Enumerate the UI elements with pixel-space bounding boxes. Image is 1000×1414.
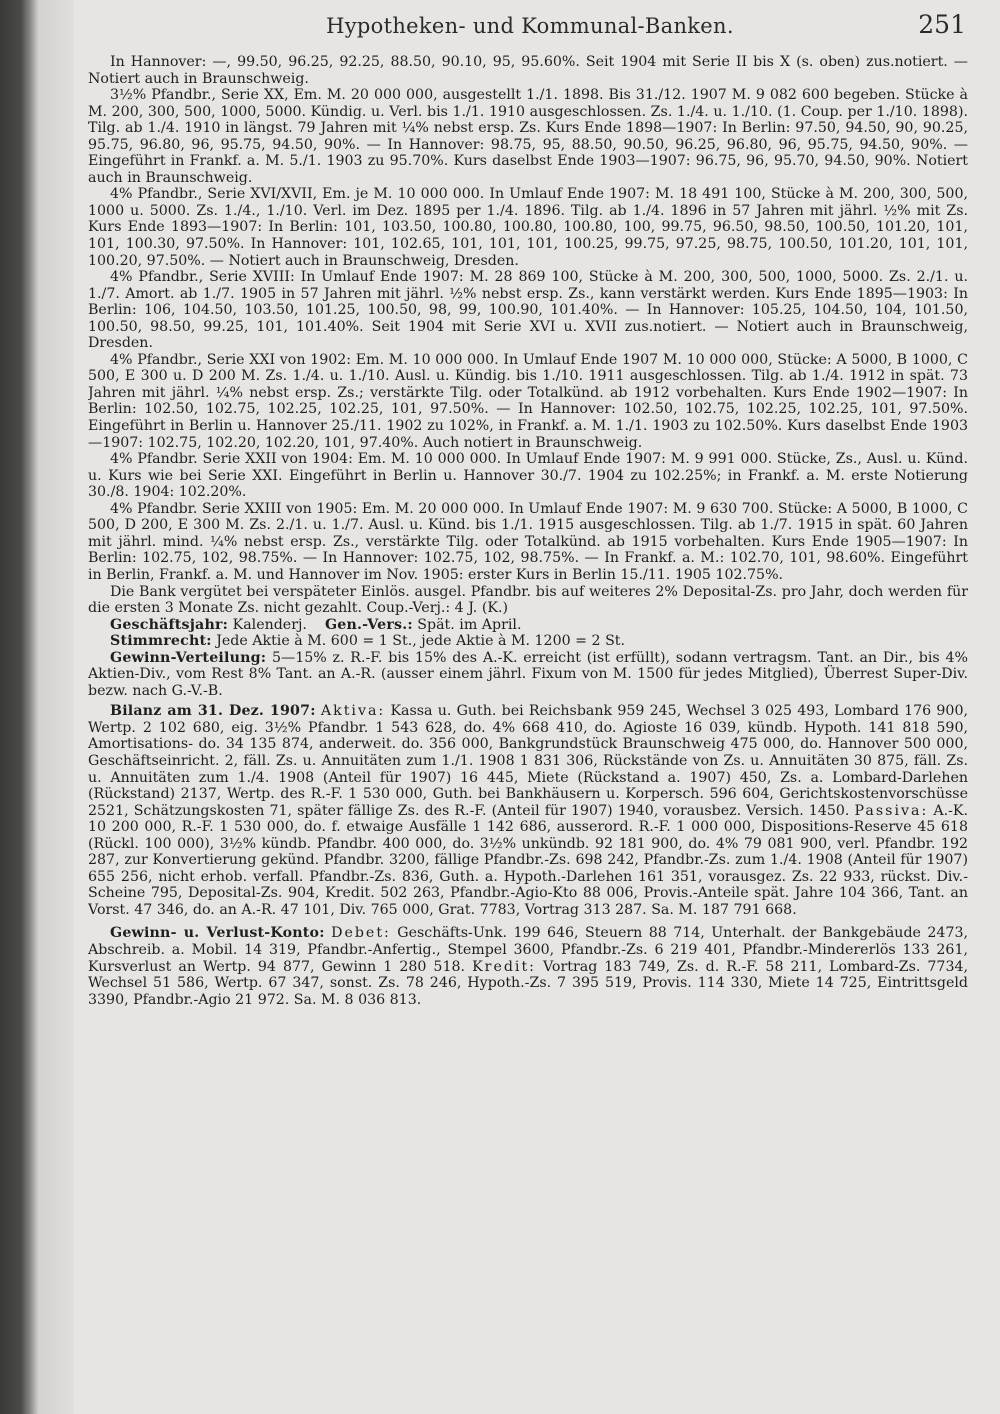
paragraph-serie-xxii bbox=[88, 451, 968, 501]
paragraph-text: 4% Pfandbr., Serie XVIII: In Umlauf Ende 1907: M. 28 869 100, Stücke à M. 200, 300, 500, 1000, 5000. Zs. 2./1. u. 1./7. Amort. ab 1./7. 1905 in 57 Jahren mit jährl. ½% nebst ersp. Zs., kann verstärkt werden. Kurs Ende 1895—1903: In Berlin: 106, 104.50, 103.50, 101.25, 100.50, 98, 99, 100.90, 101.40%. — In Hannover: 105.25, 104.50, 104, 101.50, 100.50, 98.50, 99.25, 101, 101.40%. Seit 1904 mit Serie XVI u. XVII zus.notiert. — Notiert auch in Braunschweig, Dresden. bbox=[88, 269, 968, 352]
running-head: Hypotheken- und Kommunal-Banken. bbox=[326, 14, 734, 38]
gewinn-verteilung-value: 5—15% z. R.-F. bis 15% des A.-K. erreicht (ist erfüllt), sodann vertragsm. Tant. an Dir., bis 4% Aktien-Div., vom Rest 8% Tant. an A.-R. (ausser einem jährl. Fixum von M. 1500 für jedes Mitglied), Überrest Super-Div. bezw. nach G.-V.-B. bbox=[88, 649, 968, 699]
debet-value: Geschäfts-Unk. 199 646, Steuern 88 714, Unterhalt. der Bankgebäude 2473, Abschreib. a. Mobil. 14 319, Pfandbr.-Anfertig., Stempel 3600, Pfandbr.-Zs. 6 219 401, Pfandbr.-Mindererlös 133 261, Kursverlust an Wertp. 94 877, Gewinn 1 280 518. bbox=[88, 925, 968, 975]
aktiva-label: Aktiva: bbox=[320, 703, 386, 720]
paragraph-serie-xvi-xvii bbox=[88, 186, 968, 269]
paragraph-deposital-zs bbox=[88, 584, 968, 617]
debet-label: Debet: bbox=[331, 925, 391, 942]
stimmrecht-label: Stimmrecht: bbox=[110, 633, 212, 650]
paragraph-text: Die Bank vergütet bei verspäteter Einlös. ausgel. Pfandbr. bis auf weiteres 2% Deposital-Zs. pro Jahr, doch werden für die ersten 3 Monate Zs. nicht gezahlt. Coup.-Verj.: 4 J. (K.) bbox=[88, 583, 968, 617]
paragraph-gewinn-verlust bbox=[88, 925, 968, 1008]
paragraph-stimmrecht bbox=[88, 633, 968, 650]
paragraph-serie-xxiii bbox=[88, 501, 968, 584]
paragraph-geschaeftsjahr bbox=[88, 617, 968, 634]
geschaeftsjahr-label: Geschäftsjahr: bbox=[110, 616, 229, 633]
gewinn-verteilung-label: Gewinn-Verteilung: bbox=[110, 649, 267, 666]
paragraph-text: 4% Pfandbr. Serie XXII von 1904: Em. M. 10 000 000. In Umlauf Ende 1907: M. 9 991 000. Stücke, Zs., Ausl. u. Künd. u. Kurs wie bei Serie XXI. Eingeführt in Berlin u. Hannover 30./7. 1904 zu 102.25%; in Frankf. a. M. erste Notierung 30./8. 1904: 102.20%. bbox=[88, 451, 968, 501]
bilanz-label: Bilanz am 31. Dez. 1907: bbox=[110, 703, 316, 720]
page-header bbox=[90, 8, 970, 48]
book-spine-shadow bbox=[0, 0, 38, 1414]
paragraph-text: 4% Pfandbr., Serie XXI von 1902: Em. M. 10 000 000. In Umlauf Ende 1907 M. 10 000 000, Stücke: A 5000, B 1000, C 500, E 300 u. D 200 M. Zs. 1./4. u. 1./10. Ausl. u. Kündig. bis 1./10. 1911 ausgeschlossen. Tilg. ab 1./4. 1912 in spät. 73 Jahren mit jährl. ¼% nebst ersp. Zs.; verstärkte Tilg. oder Totalkünd. ab 1912 vorbehalten. Kurs Ende 1902—1907: In Berlin: 102.50, 102.75, 102.25, 102.25, 101, 97.50%. — In Hannover: 102.50, 102.75, 102.25, 102.25, 101, 97.50%. Eingeführt in Berlin u. Hannover 25./11. 1902 zu 102%, in Frankf. a. M. 1./1. 1903 zu 102.50%. Kurs daselbst Ende 1903—1907: 102.75, 102.20, 102.20, 101, 97.40%. Auch notiert in Braunschweig. bbox=[88, 351, 968, 451]
paragraph-serie-xxi bbox=[88, 352, 968, 451]
stimmrecht-value: Jede Aktie à M. 600 = 1 St., jede Aktie à M. 1200 = 2 St. bbox=[216, 633, 625, 650]
paragraph-text: 3½% Pfandbr., Serie XX, Em. M. 20 000 000, ausgestellt 1./1. 1898. Bis 31./12. 1907 M. 9 082 600 begeben. Stücke à M. 200, 300, 500, 1000, 5000. Kündig. u. Verl. bis 1./1. 1910 ausgeschlossen. Zs. 1./4. u. 1./10. (1. Coup. per 1./10. 1898). Tilg. ab 1./4. 1910 in längst. 79 Jahren mit ¼% nebst ersp. Zs. Kurs Ende 1898—1907: In Berlin: 97.50, 94.50, 90, 90.25, 95.75, 96.80, 96, 95.75, 94.50, 90%. — In Hannover: 98.75, 95, 88.50, 90.50, 96.25, 96.80, 96, 95.75, 94.50, 90%. — Eingeführt in Frankf. a. M. 5./1. 1903 zu 95.70%. Kurs daselbst Ende 1903—1907: 96.75, 96, 95.70, 94.50, 90%. Notiert auch in Braunschweig. bbox=[88, 87, 968, 186]
paragraph-gewinn-verteilung bbox=[88, 650, 968, 700]
passiva-value: A.-K. 10 200 000, R.-F. 1 530 000, do. f. etwaige Ausfälle 1 142 686, ausserord. R.-F. 1 000 000, Dispositions-Reserve 45 618 (Rückl. 100 000), 3½% kündb. Pfandbr. 400 000, do. 3½% unkündb. 92 181 900, do. 4% 79 081 900, verl. Pfandbr. 192 287, zur Konvertierung gekünd. Pfandbr. 3200, fällige Pfandbr.-Zs. 698 242, Pfandbr.-Zs. zum 1./4. 1908 (Anteil für 1907) 655 256, nicht erhob. verfall. Pfandbr.-Zs. 836, Guth. a. Hypoth.-Darlehen 161 351, vorausgez. Zs. 22 933, rückst. Div.-Scheine 795, Deposital-Zs. 904, Kredit. 502 263, Pfandbr.-Agio-Kto 88 006, Provis.-Anteile spät. Jahre 104 366, Tant. an Vorst. 47 346, do. an A.-R. 47 101, Div. 765 000, Grat. 7783, Vortrag 313 287. Sa. M. 187 791 668. bbox=[88, 802, 968, 918]
paragraph-text: In Hannover: —, 99.50, 96.25, 92.25, 88.50, 90.10, 95, 95.60%. Seit 1904 mit Serie II bis X (s. oben) zus.notiert. — Notiert auch in Braunschweig. bbox=[88, 54, 968, 87]
paragraph-text: 4% Pfandbr. Serie XXIII von 1905: Em. M. 20 000 000. In Umlauf Ende 1907: M. 9 630 700. Stücke: A 5000, B 1000, C 500, D 200, E 300 M. Zs. 2./1. u. 1./7. Ausl. u. Künd. bis 1./1. 1915 ausgeschlossen. Tilg. ab 1./7. 1915 in spät. 60 Jahren mit jährl. mind. ¼% nebst ersp. Zs., verstärkte Tilg. oder Totalkünd. ab 1915 vorbehalten. Kurs Ende 1905—1907: In Berlin: 102.75, 102, 98.75%. — In Hannover: 102.75, 102, 98.75%. — In Frankf. a. M.: 102.70, 101, 98.60%. Eingeführt in Berlin, Frankf. a. M. und Hannover im Nov. 1905: erster Kurs in Berlin 15./11. 1905 102.75%. bbox=[88, 500, 968, 583]
paragraph-serie-xx bbox=[88, 87, 968, 186]
gen-vers-label: Gen.-Vers.: bbox=[324, 616, 413, 633]
geschaeftsjahr-value: Kalenderj. bbox=[232, 616, 307, 633]
page-gutter bbox=[38, 0, 74, 1414]
gewinn-verlust-label: Gewinn- u. Verlust-Konto: bbox=[110, 925, 325, 942]
page-body bbox=[88, 54, 968, 1404]
passiva-label: Passiva: bbox=[854, 802, 929, 819]
paragraph-text: 4% Pfandbr., Serie XVI/XVII, Em. je M. 10 000 000. In Umlauf Ende 1907: M. 18 491 100, Stücke à M. 200, 300, 500, 1000 u. 5000. Zs. 1./4., 1./10. Verl. im Dez. 1895 per 1./4. 1896. Tilg. ab 1./4. 1896 in 57 Jahren mit jährl. ½% mit Zs. Kurs Ende 1893—1907: In Berlin: 101, 103.50, 100.80, 100.80, 100.80, 100, 99.75, 96.50, 98.50, 100.50, 101.20, 101, 101, 100.30, 97.50%. In Hannover: 101, 102.65, 101, 101, 101, 100.25, 99.75, 97.25, 98.75, 100.50, 101.20, 101, 101, 100.20, 97.50%. — Notiert auch in Braunschweig, Dresden. bbox=[88, 186, 968, 269]
aktiva-value: Kassa u. Guth. bei Reichsbank 959 245, Wechsel 3 025 493, Lombard 176 900, Wertp. 2 102 680, eig. 3½% Pfandbr. 1 543 628, do. 4% 668 410, do. Agioste 16 039, kündb. Hypoth. 141 818 590, Amortisations- do. 34 135 874, anderweit. do. 356 000, Bankgrundstück Braunschweig 475 000, do. Hannover 500 000, Geschäftseinricht. 2, fäll. Zs. u. Annuitäten zum 1./1. 1908 1 831 306, Rückstände von Zs. u. Annuitäten 30 875, fäll. Zs. u. Annuitäten zum 1./4. 1908 (Anteil für 1907) 16 445, Miete (Rückstand a. 1907) 450, Zs. a. Lombard-Darlehen (Rückstand) 2137, Wertp. des R.-F. 1 530 000, Guth. bei Bankhäusern u. Korpersch. 596 604, Gerichtskostenvorschüsse 2521, Schätzungskosten 71, später fällige Zs. des R.-F. (Anteil für 1907) 1940, vorausbez. Versich. 1450. bbox=[88, 703, 968, 819]
kredit-label: Kredit: bbox=[472, 958, 536, 975]
paragraph-serie-xviii bbox=[88, 269, 968, 352]
page-number: 251 bbox=[918, 10, 966, 39]
gen-vers-value: Spät. im April. bbox=[417, 616, 522, 633]
paragraph-bilanz bbox=[88, 703, 968, 918]
kredit-value: Vortrag 183 749, Zs. d. R.-F. 58 211, Lombard-Zs. 7734, Wechsel 51 586, Wertp. 67 347, sonst. Zs. 78 246, Hypoth.-Zs. 7 395 519, Provis. 114 330, Miete 14 725, Eintrittsgeld 3390, Pfandbr.-Agio 21 972. Sa. M. 8 036 813. bbox=[88, 958, 968, 1008]
paragraph-hannover-rates bbox=[88, 54, 968, 87]
